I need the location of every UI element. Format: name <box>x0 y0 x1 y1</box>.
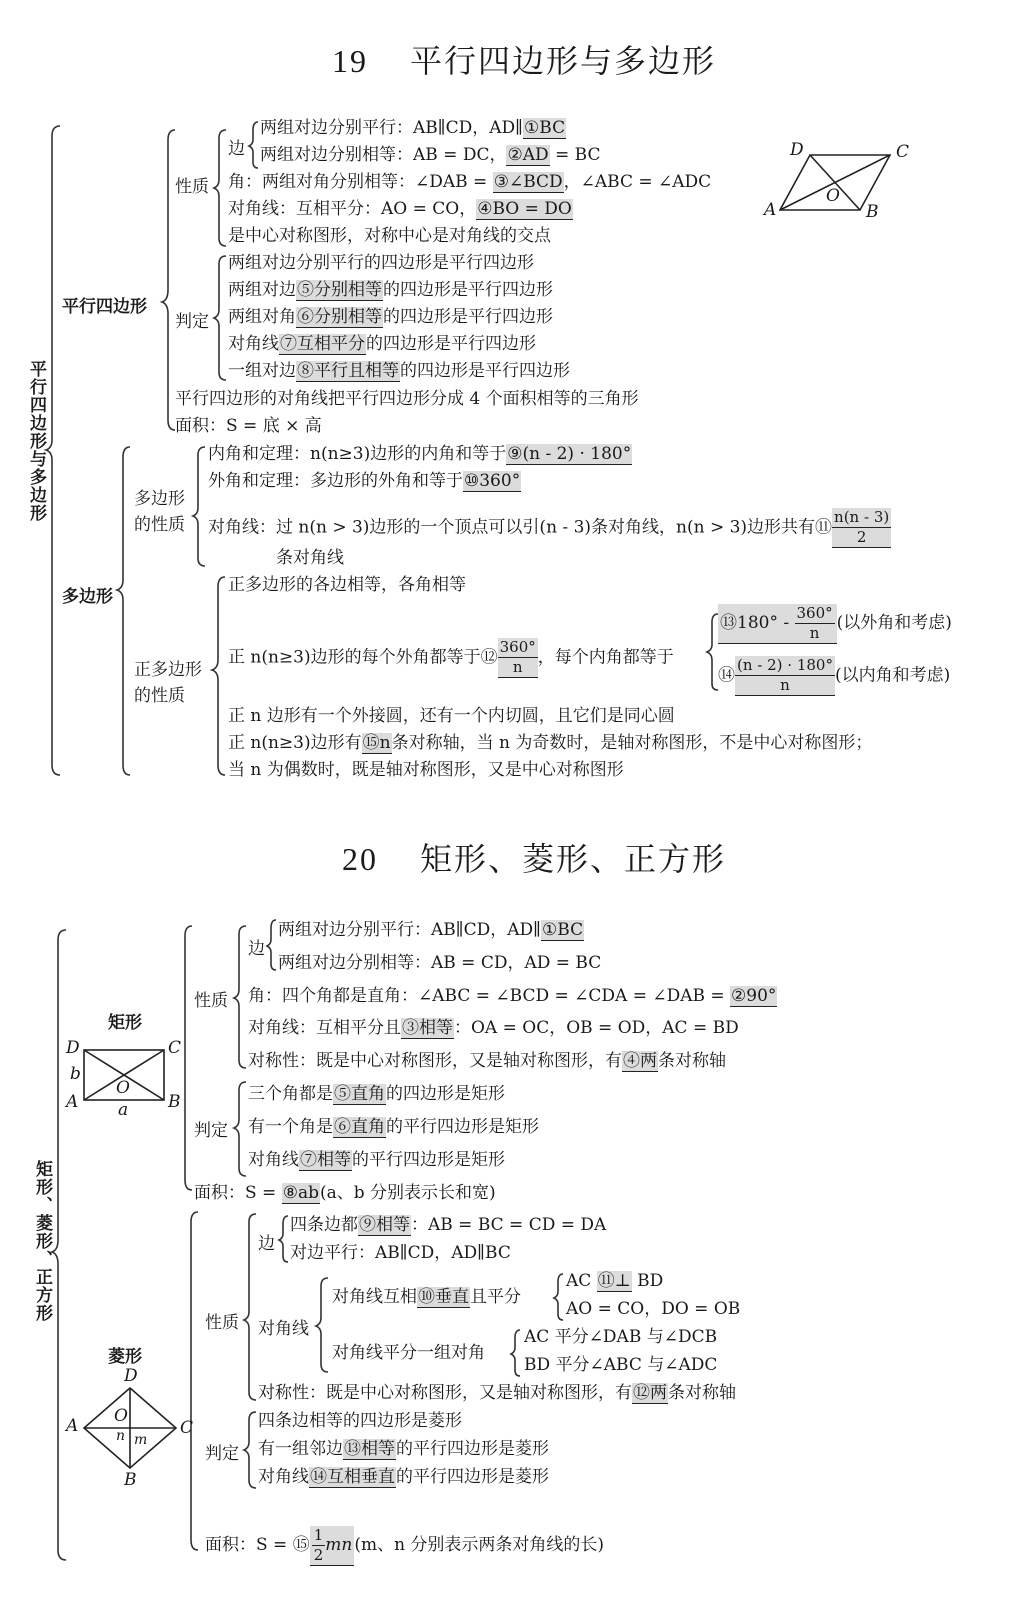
z1-line: 正多边形的各边相等，各角相等 <box>228 575 466 595</box>
lx-xingzhi-label: 性质 <box>205 1313 239 1333</box>
root-label-20: 矩形、菱形、正方形 <box>32 1160 52 1322</box>
fig-label-A: A <box>764 200 777 220</box>
denominator: n <box>512 658 523 676</box>
dbx-label: 多边形 <box>62 587 113 607</box>
fig-label-C: C <box>896 142 910 162</box>
answer: ①BC <box>524 118 566 138</box>
fig-label-D: D <box>790 140 804 160</box>
jx-djx-line <box>248 1015 739 1042</box>
lx-panding-label: 判定 <box>205 1444 239 1464</box>
fraction <box>735 656 835 696</box>
neijiao-line <box>208 441 632 468</box>
text: 两组对边 <box>228 280 296 300</box>
text: 外角和定理：多边形的外角和等于 <box>208 471 463 491</box>
text: 角：四个角都是直角：∠ABC = ∠BCD = ∠CDA = ∠DAB = <box>248 986 731 1006</box>
answer: ③∠BCD <box>493 172 563 192</box>
text: 条对称轴 <box>668 1383 736 1403</box>
text: 的四边形是平行四边形 <box>383 307 553 327</box>
jx-pd3-line <box>248 1147 505 1174</box>
text: mn <box>325 1535 353 1555</box>
jx-bian-label: 边 <box>248 939 265 959</box>
z5-line: 当 n 为偶数时，既是轴对称图形，又是中心对称图形 <box>228 760 624 780</box>
lx-djx-label: 对角线 <box>258 1319 309 1339</box>
numerator: (n - 2) · 180° <box>737 656 833 674</box>
text: 对角线：过 n(n > 3)边形的一个顶点可以引(n - 3)条对角线，n(n > 3)边形共有⑪ <box>208 517 833 538</box>
section-number: 19 <box>332 43 368 79</box>
numerator: 360° <box>796 604 833 622</box>
jx-jiao-line <box>248 983 777 1010</box>
text: 正 n(n≥3)边形的每个外角都等于⑫ <box>228 647 498 668</box>
section-19-title <box>332 36 716 82</box>
answer: ⑨相等 <box>359 1215 410 1235</box>
fig-label-O: O <box>826 186 840 206</box>
section-title-text: 平行四边形与多边形 <box>410 42 717 80</box>
answer: ⑭互相垂直 <box>310 1467 395 1487</box>
text: 的平行四边形是菱形 <box>396 1439 549 1459</box>
z14-line <box>718 656 950 696</box>
z13-line <box>718 604 952 644</box>
bian1-line <box>260 115 566 142</box>
text: 的四边形是平行四边形 <box>366 334 536 354</box>
answer: ①BC <box>542 920 584 940</box>
text: 有一组邻边 <box>258 1439 343 1459</box>
text: 内角和定理：n(n≥3)边形的内角和等于 <box>208 444 507 464</box>
text: 条对称轴，当 n 为奇数时，是轴对称图形，不是中心对称图形； <box>391 733 873 753</box>
fraction <box>795 604 835 643</box>
text: 两组对边分别相等：AB = DC， <box>260 145 507 165</box>
z2-line <box>228 638 674 678</box>
z3-line: 正 n 边形有一个外接圆，还有一个内切圆，且它们是同心圆 <box>228 706 675 726</box>
text: = BC <box>549 145 601 165</box>
answer: ⑤直角 <box>334 1084 385 1104</box>
pxb-label: 平行四边形 <box>62 297 147 317</box>
bian-label: 边 <box>228 139 245 159</box>
text: 且平分 <box>470 1287 521 1307</box>
z4-line <box>228 730 872 757</box>
panding-label: 判定 <box>175 312 209 332</box>
lx-fig-C: C <box>180 1418 194 1438</box>
text: AC <box>566 1271 597 1291</box>
pd3-line <box>228 304 553 331</box>
text: (m、n 分别表示两条对角线的长) <box>354 1535 605 1555</box>
pd4-line <box>228 331 536 358</box>
pd5-line <box>228 358 570 385</box>
denominator: 2 <box>313 1546 324 1564</box>
answer <box>310 1526 355 1566</box>
text: ，∠ABC = ∠ADC <box>563 172 712 192</box>
jx-mj-line <box>194 1180 496 1207</box>
answer: ⑦相等 <box>300 1150 351 1170</box>
jx-panding-label: 判定 <box>194 1121 228 1141</box>
jx-pd1-line <box>248 1081 505 1108</box>
dbx-xz-label-1: 多边形 <box>134 489 185 509</box>
text: 对角线：互相平分且 <box>248 1018 401 1038</box>
text: 的四边形是平行四边形 <box>383 280 553 300</box>
fraction <box>312 1526 326 1565</box>
jx-bian1-line <box>278 917 584 944</box>
text: 对角线 <box>228 334 279 354</box>
text: 条对称轴 <box>658 1051 726 1071</box>
text: 对角线互相 <box>332 1287 417 1307</box>
lx-bian-label: 边 <box>258 1234 275 1254</box>
lx-label: 菱形 <box>108 1347 142 1367</box>
answer: ⑨(n - 2) · 180° <box>507 444 632 464</box>
answer: ⑪⊥ <box>597 1271 631 1291</box>
djx-count-suffix: 条对角线 <box>276 548 344 568</box>
text: ：OA = OC，OB = OD，AC = BD <box>454 1018 739 1038</box>
jx-pd2-line <box>248 1114 539 1141</box>
denominator: 2 <box>856 528 867 546</box>
text: 面积：S = <box>194 1183 282 1203</box>
text: ，每个内角都等于 <box>537 647 674 668</box>
extra-line: 平行四边形的对角线把平行四边形分成 4 个面积相等的三角形 <box>175 389 639 409</box>
xingzhi-label: 性质 <box>175 177 209 197</box>
zdbx-label-1: 正多边形 <box>134 660 202 680</box>
jx-xingzhi-label: 性质 <box>194 991 228 1011</box>
text: ：AB = BC = CD = DA <box>411 1215 607 1235</box>
text: 对角线 <box>258 1467 309 1487</box>
lx-fig-m: m <box>134 1432 148 1448</box>
denominator: n <box>809 624 820 642</box>
pd1-line: 两组对边分别平行的四边形是平行四边形 <box>228 253 534 273</box>
jx-bian2-line: 两组对边分别相等：AB = CD，AD = BC <box>278 953 602 973</box>
fraction <box>832 508 891 548</box>
answer <box>718 604 837 644</box>
answer: ②AD <box>507 145 549 165</box>
text: 的平行四边形是矩形 <box>352 1150 505 1170</box>
jx-fig-C: C <box>168 1038 182 1058</box>
denominator: n <box>780 676 790 694</box>
lx-djx2a-line: AC 平分∠DAB 与∠DCB <box>524 1327 718 1347</box>
lx-dcx-line <box>258 1380 736 1407</box>
text: 正 n(n≥3)边形有 <box>228 733 362 753</box>
bian2-line <box>260 142 601 169</box>
zhongxin-line: 是中心对称图形，对称中心是对角线的交点 <box>228 226 551 246</box>
answer: ⑥直角 <box>334 1117 385 1137</box>
numerator: 1 <box>313 1526 324 1544</box>
lx-fig-B: B <box>124 1470 137 1490</box>
text: 三个角都是 <box>248 1084 333 1104</box>
lx-fig-n: n <box>116 1428 126 1444</box>
text: 的四边形是矩形 <box>386 1084 505 1104</box>
answer: ⑮n <box>362 733 391 753</box>
text: 对角线：互相平分：AO = CO， <box>228 199 477 219</box>
jx-dcx-line <box>248 1048 726 1075</box>
section-20-title <box>342 834 726 880</box>
lx-fig-O: O <box>114 1406 128 1426</box>
answer: ④BO = DO <box>477 199 572 219</box>
text: (a、b 分别表示长和宽) <box>319 1183 496 1203</box>
rhombus-figure <box>84 1388 176 1468</box>
text: 两组对角 <box>228 307 296 327</box>
text: 的四边形是平行四边形 <box>400 361 570 381</box>
lx-djx2-line: 对角线平分一组对角 <box>332 1343 485 1363</box>
text: 的平行四边形是矩形 <box>386 1117 539 1137</box>
numerator: 360° <box>499 638 536 656</box>
lx-bian2-line: 对边平行：AB∥CD，AD∥BC <box>290 1243 511 1263</box>
lx-pd3-line <box>258 1464 549 1491</box>
text: 四条边都 <box>290 1215 358 1235</box>
text: 对角线 <box>248 1150 299 1170</box>
text: 有一个角是 <box>248 1117 333 1137</box>
section-number: 20 <box>342 841 378 877</box>
text: 一组对边 <box>228 361 296 381</box>
answer: ⑦互相平分 <box>280 334 365 354</box>
text: 两组对边分别平行：AB∥CD，AD∥ <box>260 118 524 138</box>
answer: ⑧平行且相等 <box>297 361 399 381</box>
jx-fig-A: A <box>66 1092 79 1112</box>
text: 的平行四边形是菱形 <box>396 1467 549 1487</box>
lx-bian1-line <box>290 1212 606 1239</box>
fig-label-B: B <box>866 202 879 222</box>
answer: ⑩360° <box>464 471 521 491</box>
jx-fig-b: b <box>70 1064 81 1084</box>
lx-djx1b-line: AO = CO，DO = OB <box>566 1299 741 1319</box>
text: 对称性：既是中心对称图形，又是轴对称图形，有 <box>258 1383 632 1403</box>
answer: ⑬相等 <box>344 1439 395 1459</box>
lx-djx1-line <box>332 1284 521 1311</box>
answer: ⑥分别相等 <box>297 307 382 327</box>
answer: ⑩垂直 <box>418 1287 469 1307</box>
numerator: n(n - 3) <box>834 508 890 526</box>
text: 面积：S = ⑮ <box>205 1535 310 1555</box>
lx-djx1a-line <box>566 1268 663 1295</box>
text: ⑬180° - <box>720 613 795 633</box>
jiao-line <box>228 169 711 196</box>
text: ⑭ <box>718 665 735 686</box>
dbx-xz-label-2: 的性质 <box>134 515 185 535</box>
text: 角：两组对角分别相等：∠DAB = <box>228 172 493 192</box>
answer: ⑧ab <box>282 1183 319 1203</box>
fraction <box>498 638 538 678</box>
djx-count-line <box>208 508 891 548</box>
jx-fig-a: a <box>118 1100 129 1120</box>
text: BD <box>631 1271 664 1291</box>
section-title-text: 矩形、菱形、正方形 <box>420 840 727 878</box>
lx-fig-A: A <box>66 1416 79 1436</box>
text: (以外角和考虑) <box>836 613 952 633</box>
waijiao-line <box>208 468 521 495</box>
text: 两组对边分别平行：AB∥CD，AD∥ <box>278 920 542 940</box>
root-label-19: 平行四边形与多边形 <box>26 360 46 522</box>
zdbx-label-2: 的性质 <box>134 686 185 706</box>
jx-fig-B: B <box>168 1092 181 1112</box>
jx-fig-D: D <box>66 1038 80 1058</box>
lx-pd2-line <box>258 1436 549 1463</box>
answer: ⑫两 <box>633 1383 667 1403</box>
answer: ③相等 <box>402 1018 453 1038</box>
jx-label: 矩形 <box>108 1013 142 1033</box>
answer: ②90° <box>731 986 777 1006</box>
jx-fig-O: O <box>116 1078 130 1098</box>
mianji-line: 面积：S = 底 × 高 <box>175 416 322 436</box>
lx-mj-line <box>205 1526 604 1566</box>
lx-pd1-line: 四条边相等的四边形是菱形 <box>258 1411 462 1431</box>
text: (以内角和考虑) <box>834 665 951 686</box>
lx-djx2b-line: BD 平分∠ABC 与∠ADC <box>524 1355 718 1375</box>
answer: ⑤分别相等 <box>297 280 382 300</box>
answer: ④两 <box>623 1051 657 1071</box>
lx-fig-D: D <box>124 1366 138 1386</box>
pd2-line <box>228 277 553 304</box>
djx-line <box>228 196 573 223</box>
text: 对称性：既是中心对称图形，又是轴对称图形，有 <box>248 1051 622 1071</box>
